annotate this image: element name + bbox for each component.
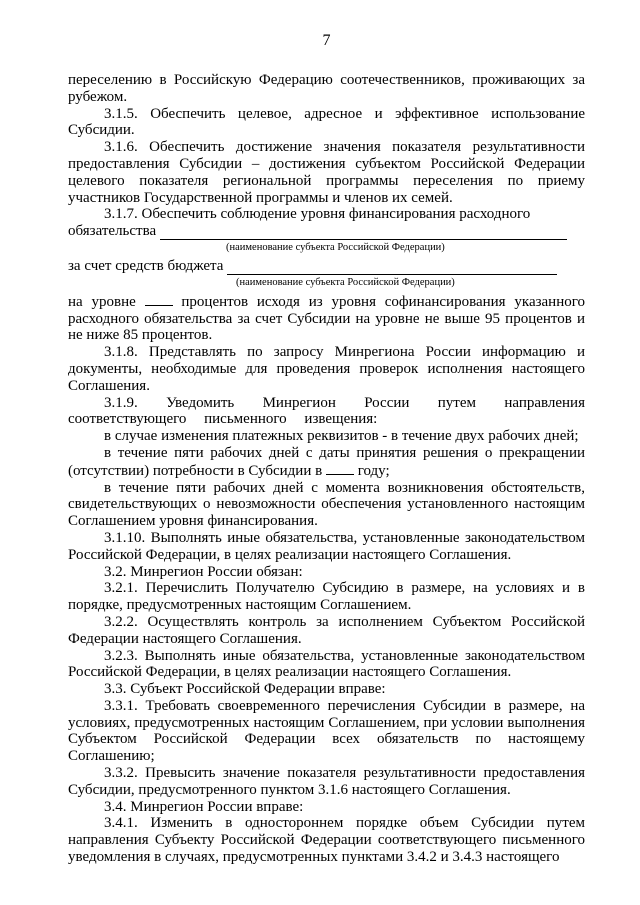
budget-label: за счет средств бюджета — [68, 257, 224, 274]
budget-line — [68, 258, 585, 275]
paragraph-3-1-5: 3.1.5. Обеспечить целевое, адресное и эффективное использование Субсидии. — [68, 105, 585, 139]
paragraph-3-2-2: 3.2.2. Осуществлять контроль за исполнением Субъектом Российской Федерации настоящего Соглашения. — [68, 613, 585, 647]
budget-name-caption: (наименование субъекта Российской Федерации) — [236, 276, 455, 288]
paragraph-3-4-1: 3.4.1. Изменить в одностороннем порядке объем Субсидии путем направления Субъекту Российской Федерации соответствующего письменного уведомления в случаях, предусмотренных пунктами 3.4.2 и 3.4.3 настоящего — [68, 815, 585, 866]
paragraph-3-1-7: 3.1.7. Обеспечить соблюдение уровня финансирования расходного — [104, 206, 531, 223]
paragraph-3-3: 3.3. Субъект Российской Федерации вправе: — [104, 681, 386, 698]
percent-blank — [145, 293, 173, 306]
level-text: процентов исходя из уровня софинансирования указанного расходного обязательства за счет Субсидии на уровне не выше 95 процентов и не ниже 85 процентов. — [68, 293, 586, 344]
paragraph-3-4: 3.4. Минрегион России вправе: — [104, 798, 304, 815]
paragraph-3-1-8: 3.1.8. Представлять по запросу Минрегиона России информацию и документы, необходимые для проведения проверок исполнения настоящего Соглашения. — [68, 344, 585, 394]
paragraph-3-2: 3.2. Минрегион России обязан: — [104, 563, 303, 580]
paragraph-3-1-10: 3.1.10. Выполнять иные обязательства, установленные законодательством Российской Федерации, в целях реализации настоящего Соглашения. — [68, 529, 585, 563]
subject-name-blank — [160, 226, 567, 240]
budget-name-blank — [227, 261, 557, 275]
paragraph-3-2-1: 3.2.1. Перечислить Получателю Субсидию в размере, на условиях и в порядке, предусмотренных настоящим Соглашением. — [68, 580, 585, 614]
obligation-label: обязательства — [68, 223, 157, 240]
paragraph-notice-3: в течение пяти рабочих дней с момента возникновения обстоятельств, свидетельствующих о невозможности обеспечения установленного настоящим Соглашением уровня финансирования. — [68, 479, 585, 530]
paragraph-notice-2 — [68, 445, 585, 480]
paragraph-3-3-1: 3.3.1. Требовать своевременного перечисления Субсидии в размере, на условиях, предусмотренных настоящим Соглашением, при условии выполнения Субъектом Российской Федерации всех обязательств по настоящему Соглашению; — [68, 697, 585, 765]
year-blank — [326, 462, 354, 475]
obligation-line — [68, 223, 585, 240]
paragraph-3-2-3: 3.2.3. Выполнять иные обязательства, установленные законодательством Российской Федерации, в целях реализации настоящего Соглашения. — [68, 647, 585, 681]
page-number: 7 — [322, 32, 331, 49]
paragraph-3-1-6: 3.1.6. Обеспечить достижение значения показателя результативности предоставления Субсидии – достижения субъектом Российской Федерации целевого показателя региональной программы переселения по приему участников Государственной программы и членов их семей. — [68, 139, 585, 206]
subject-name-caption: (наименование субъекта Российской Федерации) — [226, 241, 445, 253]
paragraph-level — [68, 293, 585, 344]
paragraph-notice-1: в случае изменения платежных реквизитов - в течение двух рабочих дней; — [104, 428, 579, 445]
notice-2-tail: году; — [357, 462, 390, 479]
level-label: на уровне — [68, 293, 136, 310]
notice-2-text: в течение пяти рабочих дней с даты принятия решения о прекращении (отсутствии) потребности в Субсидии в — [68, 444, 585, 479]
paragraph-3-1-9: 3.1.9. Уведомить Минрегион России путем направления соответствующего письменного извещения: — [68, 394, 585, 428]
paragraph-3-3-2: 3.3.2. Превысить значение показателя результативности предоставления Субсидии, предусмотренного пунктом 3.1.6 настоящего Соглашения. — [68, 765, 585, 798]
paragraph: переселению в Российскую Федерацию соотечественников, проживающих за рубежом. — [68, 72, 585, 105]
